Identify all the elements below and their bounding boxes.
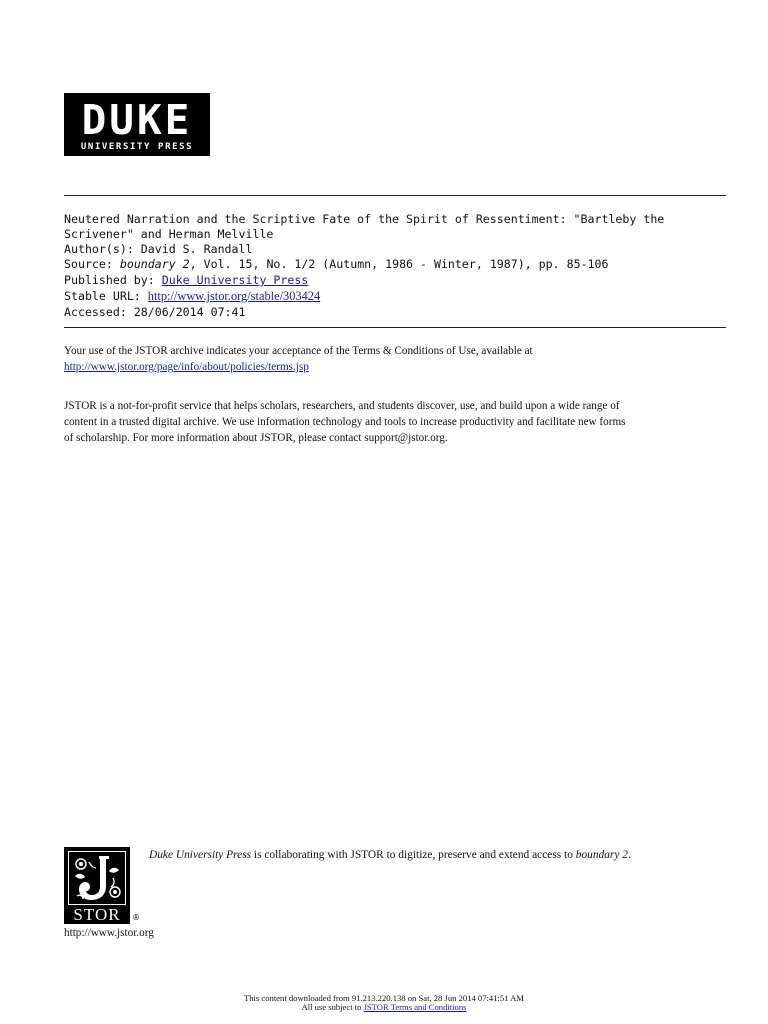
authors-label: Author(s): [64,242,134,256]
jstor-ornament-icon [69,852,125,904]
article-title-line-1: Neutered Narration and the Scriptive Fate of the Spirit of Ressentiment: "Bartleby the [64,212,665,226]
source-journal: boundary 2 [119,257,190,271]
terms-and-conditions-link[interactable]: JSTOR Terms and Conditions [363,1002,467,1012]
source-details: , Vol. 15, No. 1/2 (Autumn, 1986 - Winter, 1987), pp. 85-106 [189,257,609,271]
stable-url-label: Stable URL: [64,289,141,303]
top-divider [64,195,726,196]
download-notice: This content downloaded from 91.213.220.138 on Sat, 28 Jun 2014 07:41:51 AM [244,993,524,1003]
jstor-url: http://www.jstor.org [64,927,154,939]
stable-url-line [64,288,320,304]
terms-paragraph [64,343,726,375]
accessed-value: 28/06/2014 07:41 [133,305,246,319]
accessed-label: Accessed: [64,305,127,319]
published-by-label: Published by: [64,273,155,287]
bottom-divider [64,327,726,328]
about-line-2: content in a trusted digital archive. We use information technology and tools to increase productivity and facilitate new forms [64,416,626,428]
about-line-3: of scholarship. For more information about JSTOR, please contact support@jstor.org. [64,432,448,444]
duke-logo-subtitle: UNIVERSITY PRESS [80,142,194,152]
collab-middle: is collaborating with JSTOR to digitize, preserve and extend access to [251,849,576,861]
terms-text: Your use of the JSTOR archive indicates your acceptance of the Terms & Conditions of Use, available at [64,345,533,357]
jstor-logo [64,847,130,924]
source-label: Source: [64,257,113,271]
use-notice-prefix: All use subject to [301,1002,364,1012]
collab-publisher: Duke University Press [149,849,252,861]
collaboration-statement [149,848,631,862]
article-title-line-2: Scrivener" and Herman Melville [64,227,274,241]
registered-mark: ® [132,913,140,922]
published-by-line [64,272,308,288]
authors-line [64,241,252,257]
publisher-link[interactable]: Duke University Press [161,273,309,287]
jstor-logo-emblem [68,851,126,905]
collab-journal: boundary 2 [575,849,628,861]
source-line [64,256,608,272]
use-notice [0,1002,768,1012]
about-line-1: JSTOR is a not-for-profit service that helps scholars, researchers, and students discover, use, and build upon a wide range of [64,400,620,412]
duke-logo-word: DUKE [81,96,193,144]
about-jstor-paragraph [64,398,726,446]
duke-university-press-logo [64,93,210,156]
jstor-logo-letters: STOR [73,905,121,924]
stable-url-link[interactable]: http://www.jstor.org/stable/303424 [147,289,321,303]
authors-value: David S. Randall [140,242,253,256]
terms-url-link[interactable]: http://www.jstor.org/page/info/about/policies/terms.jsp [64,361,309,373]
collab-end: . [627,849,631,861]
accessed-line [64,304,246,320]
